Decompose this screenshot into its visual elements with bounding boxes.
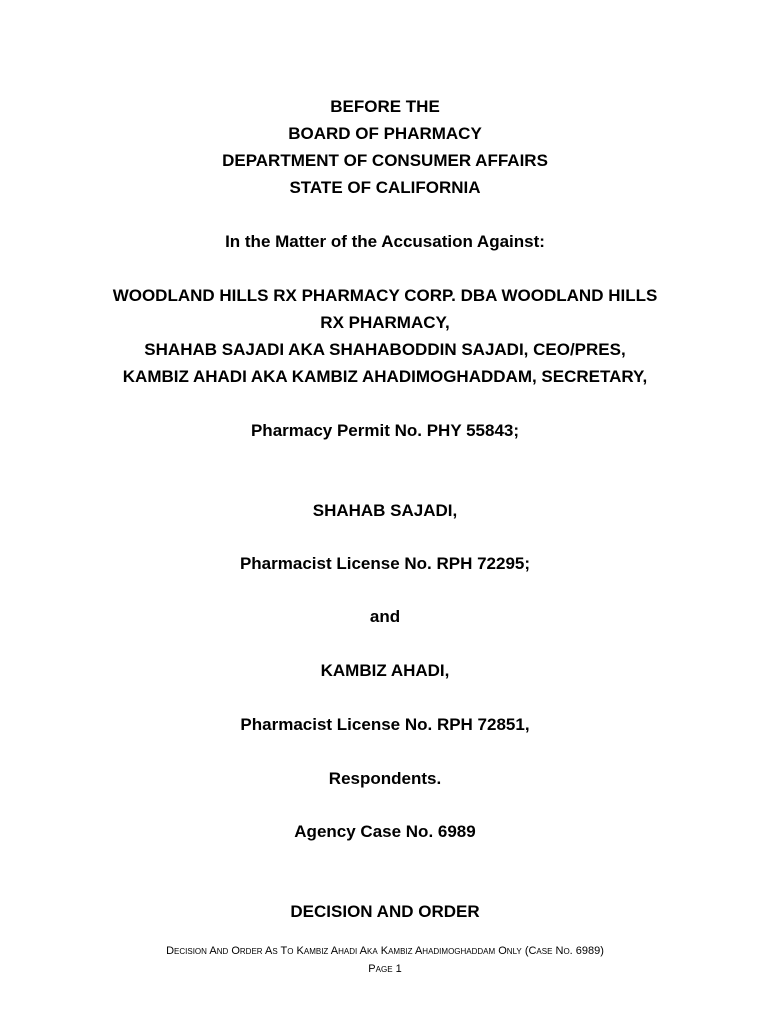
respondent-line-3: SHAHAB SAJADI AKA SHAHABODDIN SAJADI, CEO/PRES,	[144, 340, 626, 359]
document-title: DECISION AND ORDER	[290, 902, 480, 921]
respondents-label: Respondents.	[328, 769, 442, 788]
pharmacy-permit: Pharmacy Permit No. PHY 55843;	[250, 421, 520, 440]
respondent-line-2: RX PHARMACY,	[320, 313, 450, 332]
header-line-department: DEPARTMENT OF CONSUMER AFFAIRS	[222, 151, 548, 170]
respondent-line-1: WOODLAND HILLS RX PHARMACY CORP. DBA WOODLAND HILLS	[112, 286, 658, 305]
conjunction-and: and	[369, 607, 401, 626]
footer-page-number: Page 1	[368, 963, 402, 975]
matter-line: In the Matter of the Accusation Against:	[225, 232, 545, 251]
header-line-state: STATE OF CALIFORNIA	[289, 178, 481, 197]
license-two: Pharmacist License No. RPH 72295;	[239, 554, 531, 573]
header-line-before-the: BEFORE THE	[330, 97, 440, 116]
respondent-two-name: SHAHAB SAJADI,	[312, 501, 458, 520]
license-three: Pharmacist License No. RPH 72851,	[240, 715, 530, 734]
agency-case-number: Agency Case No. 6989	[294, 822, 476, 841]
header-line-board: BOARD OF PHARMACY	[288, 124, 482, 143]
respondent-line-4: KAMBIZ AHADI AKA KAMBIZ AHADIMOGHADDAM, SECRETARY,	[122, 367, 648, 386]
footer-running-title: Decision And Order As To Kambiz Ahadi Aka Kambiz Ahadimoghaddam Only (Case No. 6989)	[166, 945, 604, 957]
respondent-three-name: KAMBIZ AHADI,	[320, 661, 450, 680]
